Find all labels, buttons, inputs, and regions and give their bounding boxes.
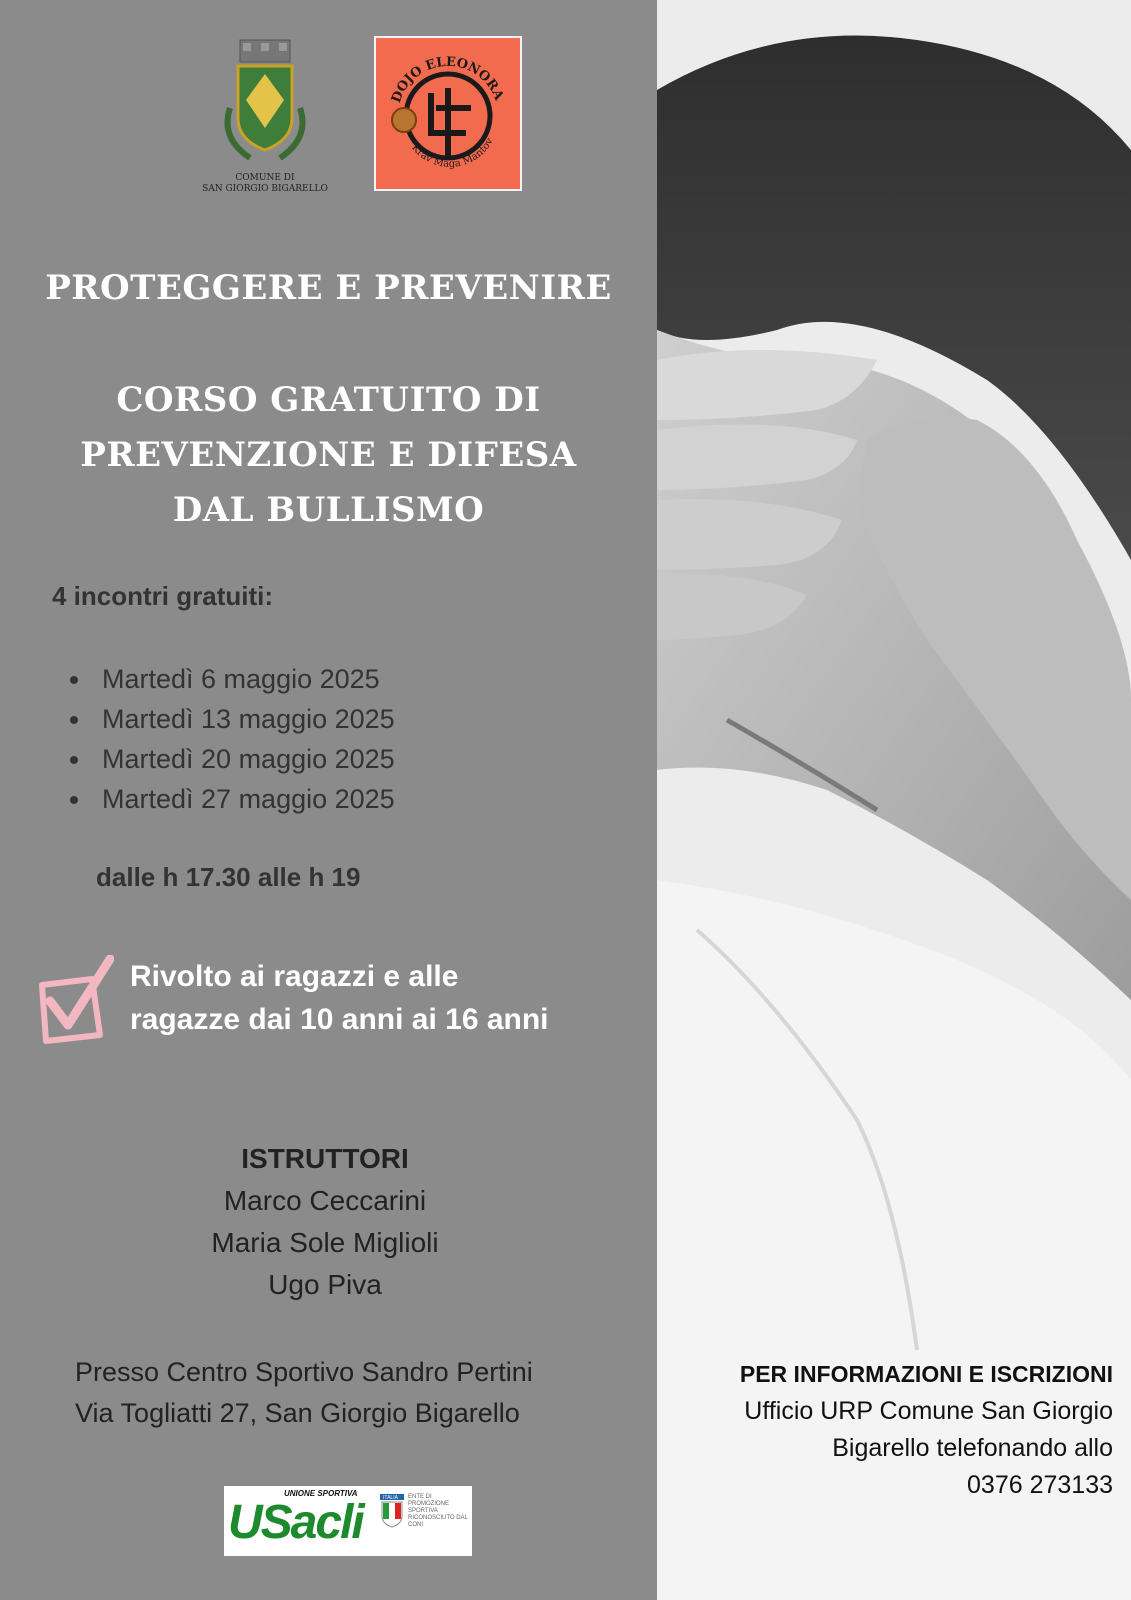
instructor-name: Marco Ceccarini	[223, 1185, 427, 1216]
checkbox-icon	[34, 955, 114, 1047]
comune-line-2: SAN GIORGIO BIGARELLO	[202, 184, 328, 194]
dojo-top-text: DOJO ELEONORA	[388, 54, 507, 105]
info-line-1: Ufficio URP Comune San Giorgio	[744, 1397, 1113, 1425]
date-item: Martedì 13 maggio 2025	[70, 699, 395, 739]
info-heading: PER INFORMAZIONI E ISCRIZIONI	[739, 1361, 1113, 1387]
coni-caption: ENTE DI PROMOZIONE SPORTIVA RICONOSCIUTO DAL CONI	[408, 1494, 468, 1528]
venue-line-2: Via Togliatti 27, San Giorgio Bigarello	[75, 1398, 520, 1428]
info-line-2: Bigarello telefonando allo	[832, 1434, 1113, 1462]
venue-line-1: Presso Centro Sportivo Sandro Pertini	[75, 1357, 533, 1387]
usacli-wordmark: USacli	[228, 1496, 363, 1549]
meetings-label: 4 incontri gratuiti:	[52, 581, 273, 611]
instructors-heading: ISTRUTTORI	[241, 1143, 409, 1174]
audience-line-1: Rivolto ai ragazzi e alle	[130, 960, 459, 993]
coat-of-arms-icon	[200, 38, 330, 168]
instructors-block	[0, 1138, 650, 1306]
instructor-name: Maria Sole Miglioli	[211, 1227, 439, 1258]
comune-caption	[200, 173, 330, 195]
subtitle-line-3: DAL BULLISMO	[172, 490, 485, 530]
subtitle-line-1: CORSO GRATUITO DI	[116, 380, 541, 420]
venue-block	[75, 1352, 533, 1434]
subtitle-line-2: PREVENZIONE E DIFESA	[80, 435, 577, 475]
comune-logo	[200, 38, 330, 198]
usacli-top-text: UNIONE SPORTIVA	[284, 1489, 358, 1498]
info-block	[657, 1356, 1113, 1504]
date-item: Martedì 27 maggio 2025	[70, 779, 395, 819]
audience-text	[130, 955, 549, 1041]
comune-line-1: COMUNE DI	[235, 173, 295, 183]
instructor-name: Ugo Piva	[268, 1269, 382, 1300]
audience-line-2: ragazze dai 10 anni ai 16 anni	[130, 1003, 549, 1036]
coni-badge-text: ITALIA	[383, 1495, 398, 1501]
date-item: Martedì 20 maggio 2025	[70, 739, 395, 779]
dojo-emblem-icon	[376, 38, 520, 189]
dates-list	[70, 659, 395, 819]
dojo-logo	[374, 36, 522, 191]
dojo-bottom-text: Krav Maga Mantov	[409, 136, 496, 170]
time-range: dalle h 17.30 alle h 19	[96, 862, 361, 892]
usacli-logo	[224, 1486, 472, 1556]
main-title: PROTEGGERE E PREVENIRE	[45, 268, 612, 308]
date-item: Martedì 6 maggio 2025	[70, 659, 395, 699]
course-subtitle	[0, 373, 657, 538]
info-phone: 0376 273133	[967, 1471, 1113, 1499]
